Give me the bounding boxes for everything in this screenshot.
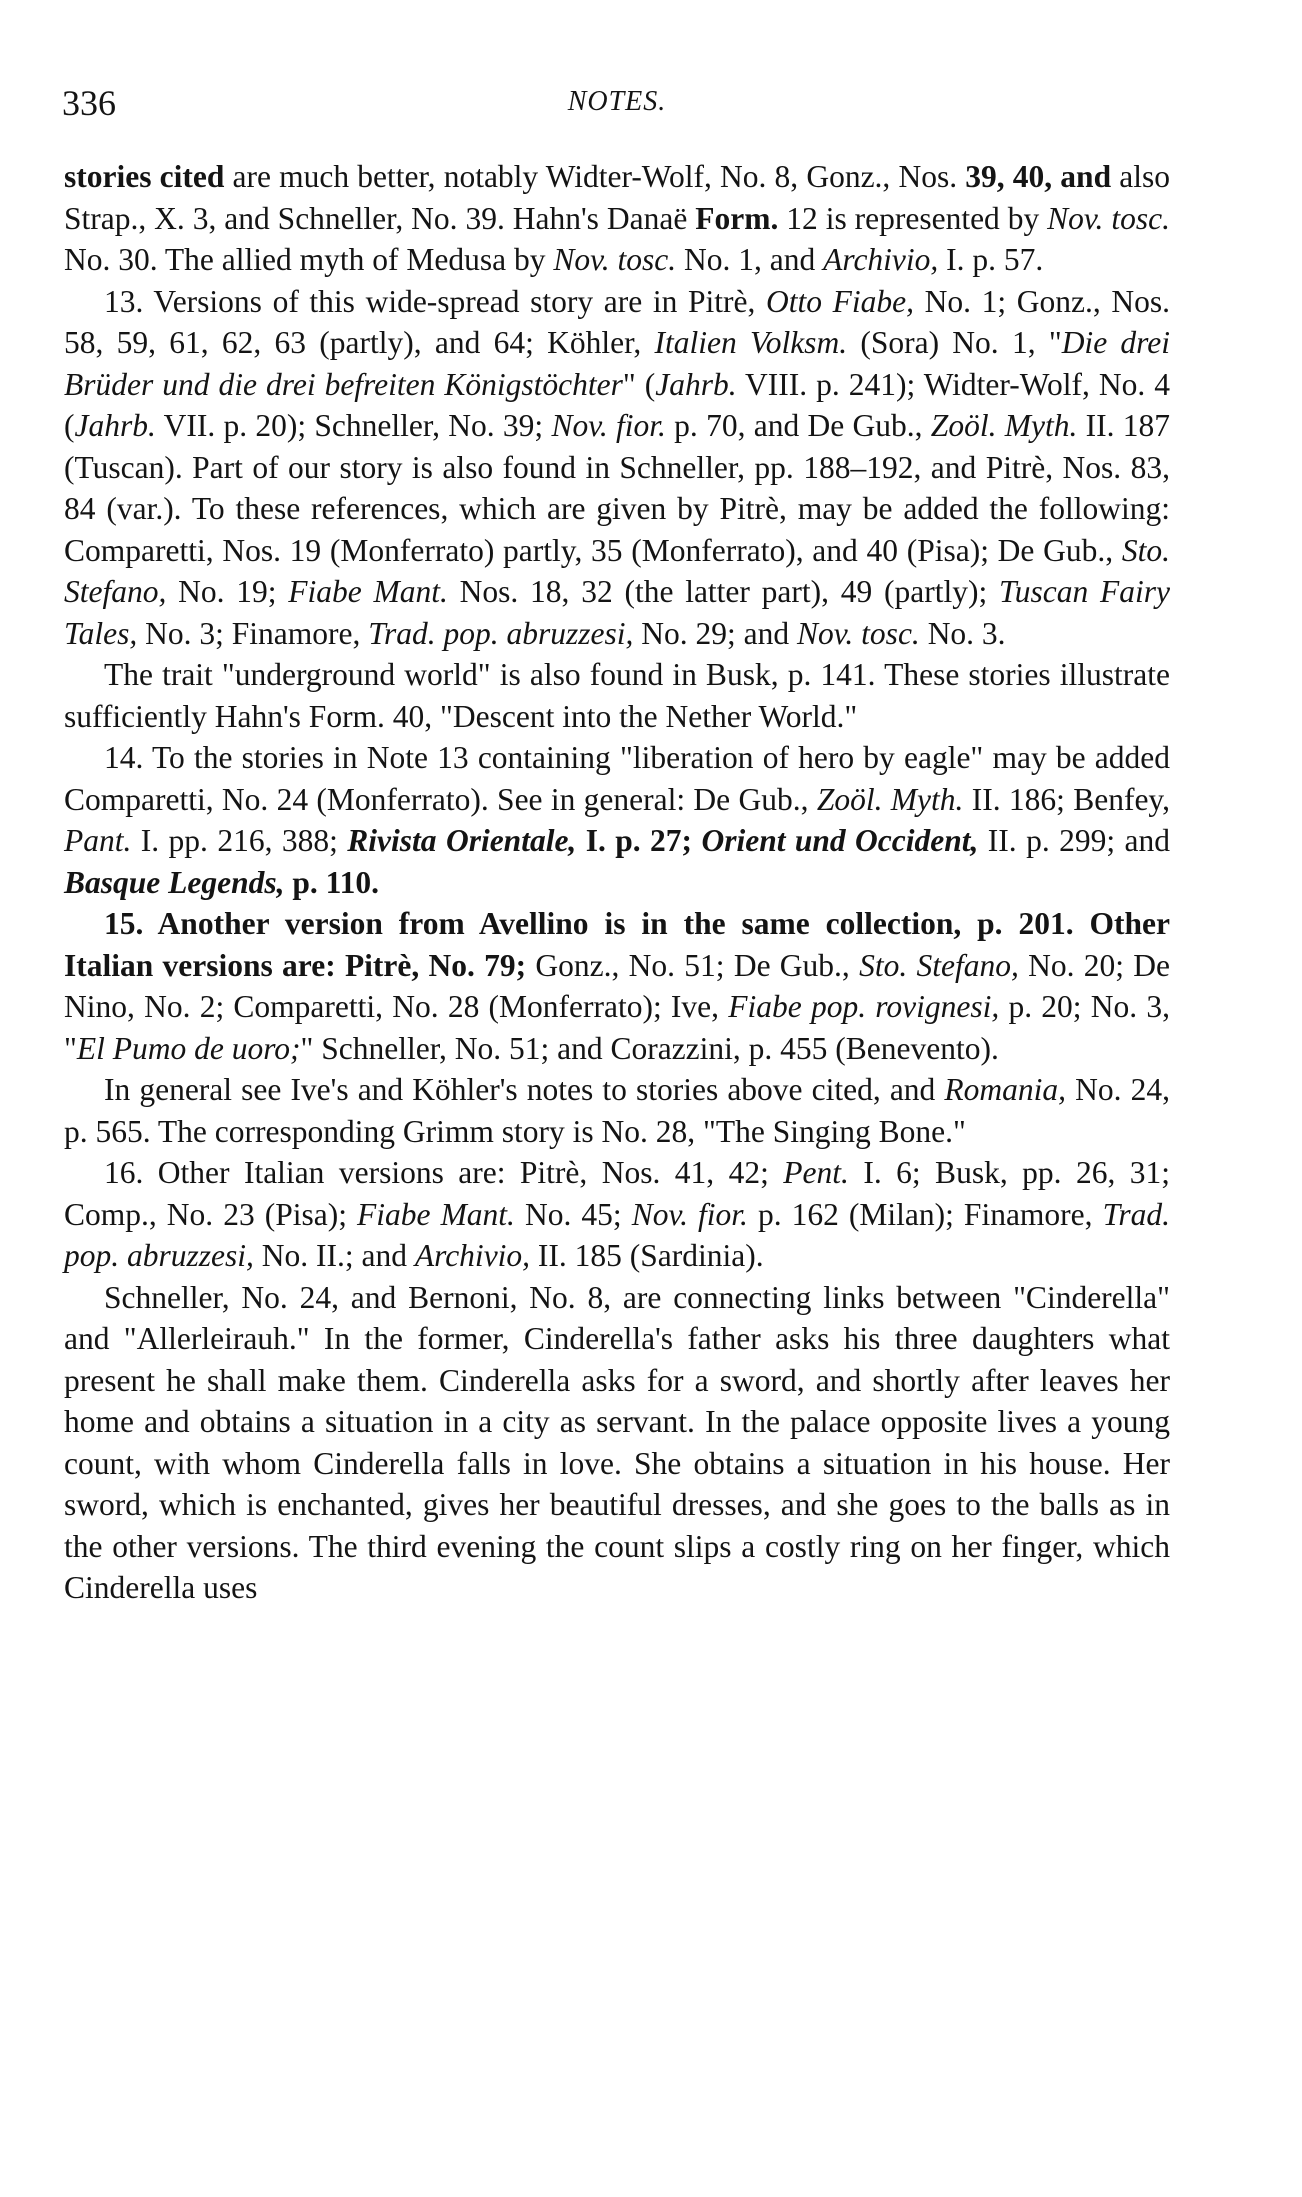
text-run: No. 1; Gonz., Nos. 58, 59, 61, 62, 63 (partly), and 64; Köhler, (64, 283, 1170, 360)
text-run: No. 1, and (676, 242, 824, 277)
text-run: (Sora) No. 1, " (847, 325, 1062, 360)
citation-title: Pent. (783, 1155, 849, 1190)
note-paragraph (64, 1069, 1170, 1152)
citation-title: Nov. fior. (551, 408, 666, 443)
citation-title: Rivista Orientale, (347, 823, 577, 858)
text-run: p. 162 (Milan); Finamore, (747, 1196, 1103, 1232)
citation-title: Fiabe Mant. (357, 1196, 515, 1232)
citation-title: Italien Volksm. (654, 325, 848, 360)
text-run: I. 6; Busk, pp. 26, 31; Comp., No. 23 (Pisa); (64, 1155, 1171, 1232)
citation-title: Zoöl. Myth. (930, 408, 1078, 443)
text-run: No. II.; and (253, 1238, 415, 1273)
note-paragraph (64, 737, 1170, 903)
text-run: No. 3. (919, 615, 1006, 651)
citation-title: Sto. Stefano, (64, 532, 1170, 609)
text-run: II. p. 299; and (978, 823, 1170, 858)
text-run: " ( (622, 366, 656, 402)
text-run: No. 19; (166, 574, 289, 609)
citation-title: Archivio, (823, 242, 939, 277)
citation-title: Otto Fiabe, (765, 283, 914, 319)
citation-title: Sto. Stefano, (859, 947, 1019, 983)
citation-title: Orient und Occident, (701, 823, 979, 858)
citation-title: Archivio, (414, 1238, 531, 1273)
text-run: The trait "underground world" is also found in Busk, p. 141. These stories illustrate sufficiently Hahn's Form. 40, "Descent into the Nether World." (64, 657, 1170, 734)
note-paragraph (64, 903, 1170, 1069)
citation-title: Trad. pop. abruzzesi, (368, 615, 634, 651)
text-run: 13. Versions of this wide-spread story are in Pitrè, (104, 283, 766, 319)
text-run: No. 30. The allied myth of Medusa by (64, 242, 554, 277)
page-number: 336 (62, 83, 116, 123)
text-run: No. 20; De Nino, No. 2; Comparetti, No. 28 (Monferrato); Ive, (64, 947, 1170, 1024)
citation-title: Romania, (944, 1072, 1067, 1107)
citation-title: Zoöl. Myth. (816, 781, 964, 817)
citation-title: Trad. pop. abruzzesi, (64, 1196, 1170, 1273)
text-run: p. 110. (284, 864, 380, 900)
citation-title: Fiabe Mant. (288, 574, 448, 609)
text-run: 14. To the stories in Note 13 containing "liberation of hero by eagle" may be added Comparetti, No. 24 (Monferrato). See in general: De Gub., (64, 740, 1170, 817)
text-run: I. pp. 216, 388; (131, 823, 348, 858)
text-run: p. 20; No. 3, " (64, 989, 1170, 1066)
note-paragraph (64, 1152, 1170, 1277)
text-run: are much better, notably Widter-Wolf, No. 8, Gonz., Nos. (224, 159, 966, 194)
text-run: p. 70, and De Gub., (665, 408, 931, 443)
citation-title: Nov. tosc. (1047, 200, 1170, 236)
text-run: No. 29; and (633, 615, 798, 651)
citation-title: Basque Legends, (64, 864, 285, 900)
citation-title: Nov. tosc. (553, 242, 677, 277)
text-run: II. 187 (Tuscan). Part of our story is also found in Schneller, pp. 188–192, and Pitrè, Nos. 83, 84 (var.). To these references, which are given by Pitrè, may be added the following: Comparetti, Nos. 19 (Monferrato) partly, 35 (Monferrato), and 40 (Pisa); De Gub., (64, 408, 1170, 568)
text-run: No. 3; Finamore, (137, 615, 369, 651)
text-run: No. 24, p. 565. The corresponding Grimm story is No. 28, "The Singing Bone." (64, 1072, 1170, 1149)
text-run: 12 is represented by (778, 200, 1048, 236)
text-run: VII. p. 20); Schneller, No. 39; (155, 408, 552, 443)
note-paragraph (64, 156, 1170, 281)
text-run: II. 186; Benfey, (963, 781, 1171, 817)
text-run: Schneller, No. 24, and Bernoni, No. 8, are connecting links between "Cinderella" and "Allerleirauh." In the former, Cinderella's father asks his three daughters what present he shall make them. Cinderella asks for a sword, and shortly after leaves her home and obtains a situation in a city as servant. In the palace opposite lives a young count, with whom Cinderella falls in love. She obtains a situation in his house. Her sword, which is enchanted, gives her beautiful dresses, and she goes to the balls as in the other versions. The third evening the count slips a costly ring on her finger, which Cinderella uses (64, 1279, 1170, 1605)
text-run: II. 185 (Sardinia). (530, 1238, 764, 1273)
citation-title: Jahrb. (74, 408, 156, 443)
text-run: VIII. p. 241); Widter-Wolf, No. 4 ( (64, 366, 1170, 443)
text-run: 39, 40, and (965, 159, 1112, 194)
citation-title: Die drei Brüder und die drei befreiten Königstöchter (64, 325, 1170, 402)
text-run: 16. Other Italian versions are: Pitrè, Nos. 41, 42; (104, 1155, 784, 1190)
note-paragraph (64, 654, 1170, 737)
notes-body (64, 156, 1170, 1609)
text-run: I. p. 57. (938, 242, 1044, 277)
text-run: also Strap., X. 3, and Schneller, No. 39. Hahn's Danaë (64, 159, 1170, 236)
citation-title: Pant. (64, 823, 132, 858)
citation-title: Nov. fior. (631, 1196, 748, 1232)
text-run: Gonz., No. 51; De Gub., (526, 947, 860, 983)
running-head: NOTES. (567, 86, 667, 117)
citation-title: Tuscan Fairy Tales, (64, 574, 1171, 651)
text-run: No. 45; (514, 1196, 632, 1232)
text-run: In general see Ive's and Köhler's notes to stories above cited, and (104, 1072, 945, 1107)
citation-title: El Pumo de uoro; (76, 1030, 301, 1066)
text-run: Form. (695, 200, 779, 236)
text-run: I. p. 27; (576, 823, 702, 858)
note-paragraph (64, 281, 1170, 655)
text-run: stories cited (64, 159, 225, 194)
citation-title: Fiabe pop. rovignesi, (728, 989, 1000, 1024)
text-run: " Schneller, No. 51; and Corazzini, p. 455 (Benevento). (300, 1030, 999, 1066)
note-paragraph (64, 1277, 1170, 1609)
text-run: Nos. 18, 32 (the latter part), 49 (partly); (447, 574, 999, 609)
citation-title: Nov. tosc. (797, 615, 920, 651)
text-run: 15. Another version from Avellino is in the same collection, p. 201. Other Italian versions are: Pitrè, No. 79; (64, 906, 1170, 983)
page-header (62, 82, 1172, 132)
citation-title: Jahrb. (655, 366, 737, 402)
